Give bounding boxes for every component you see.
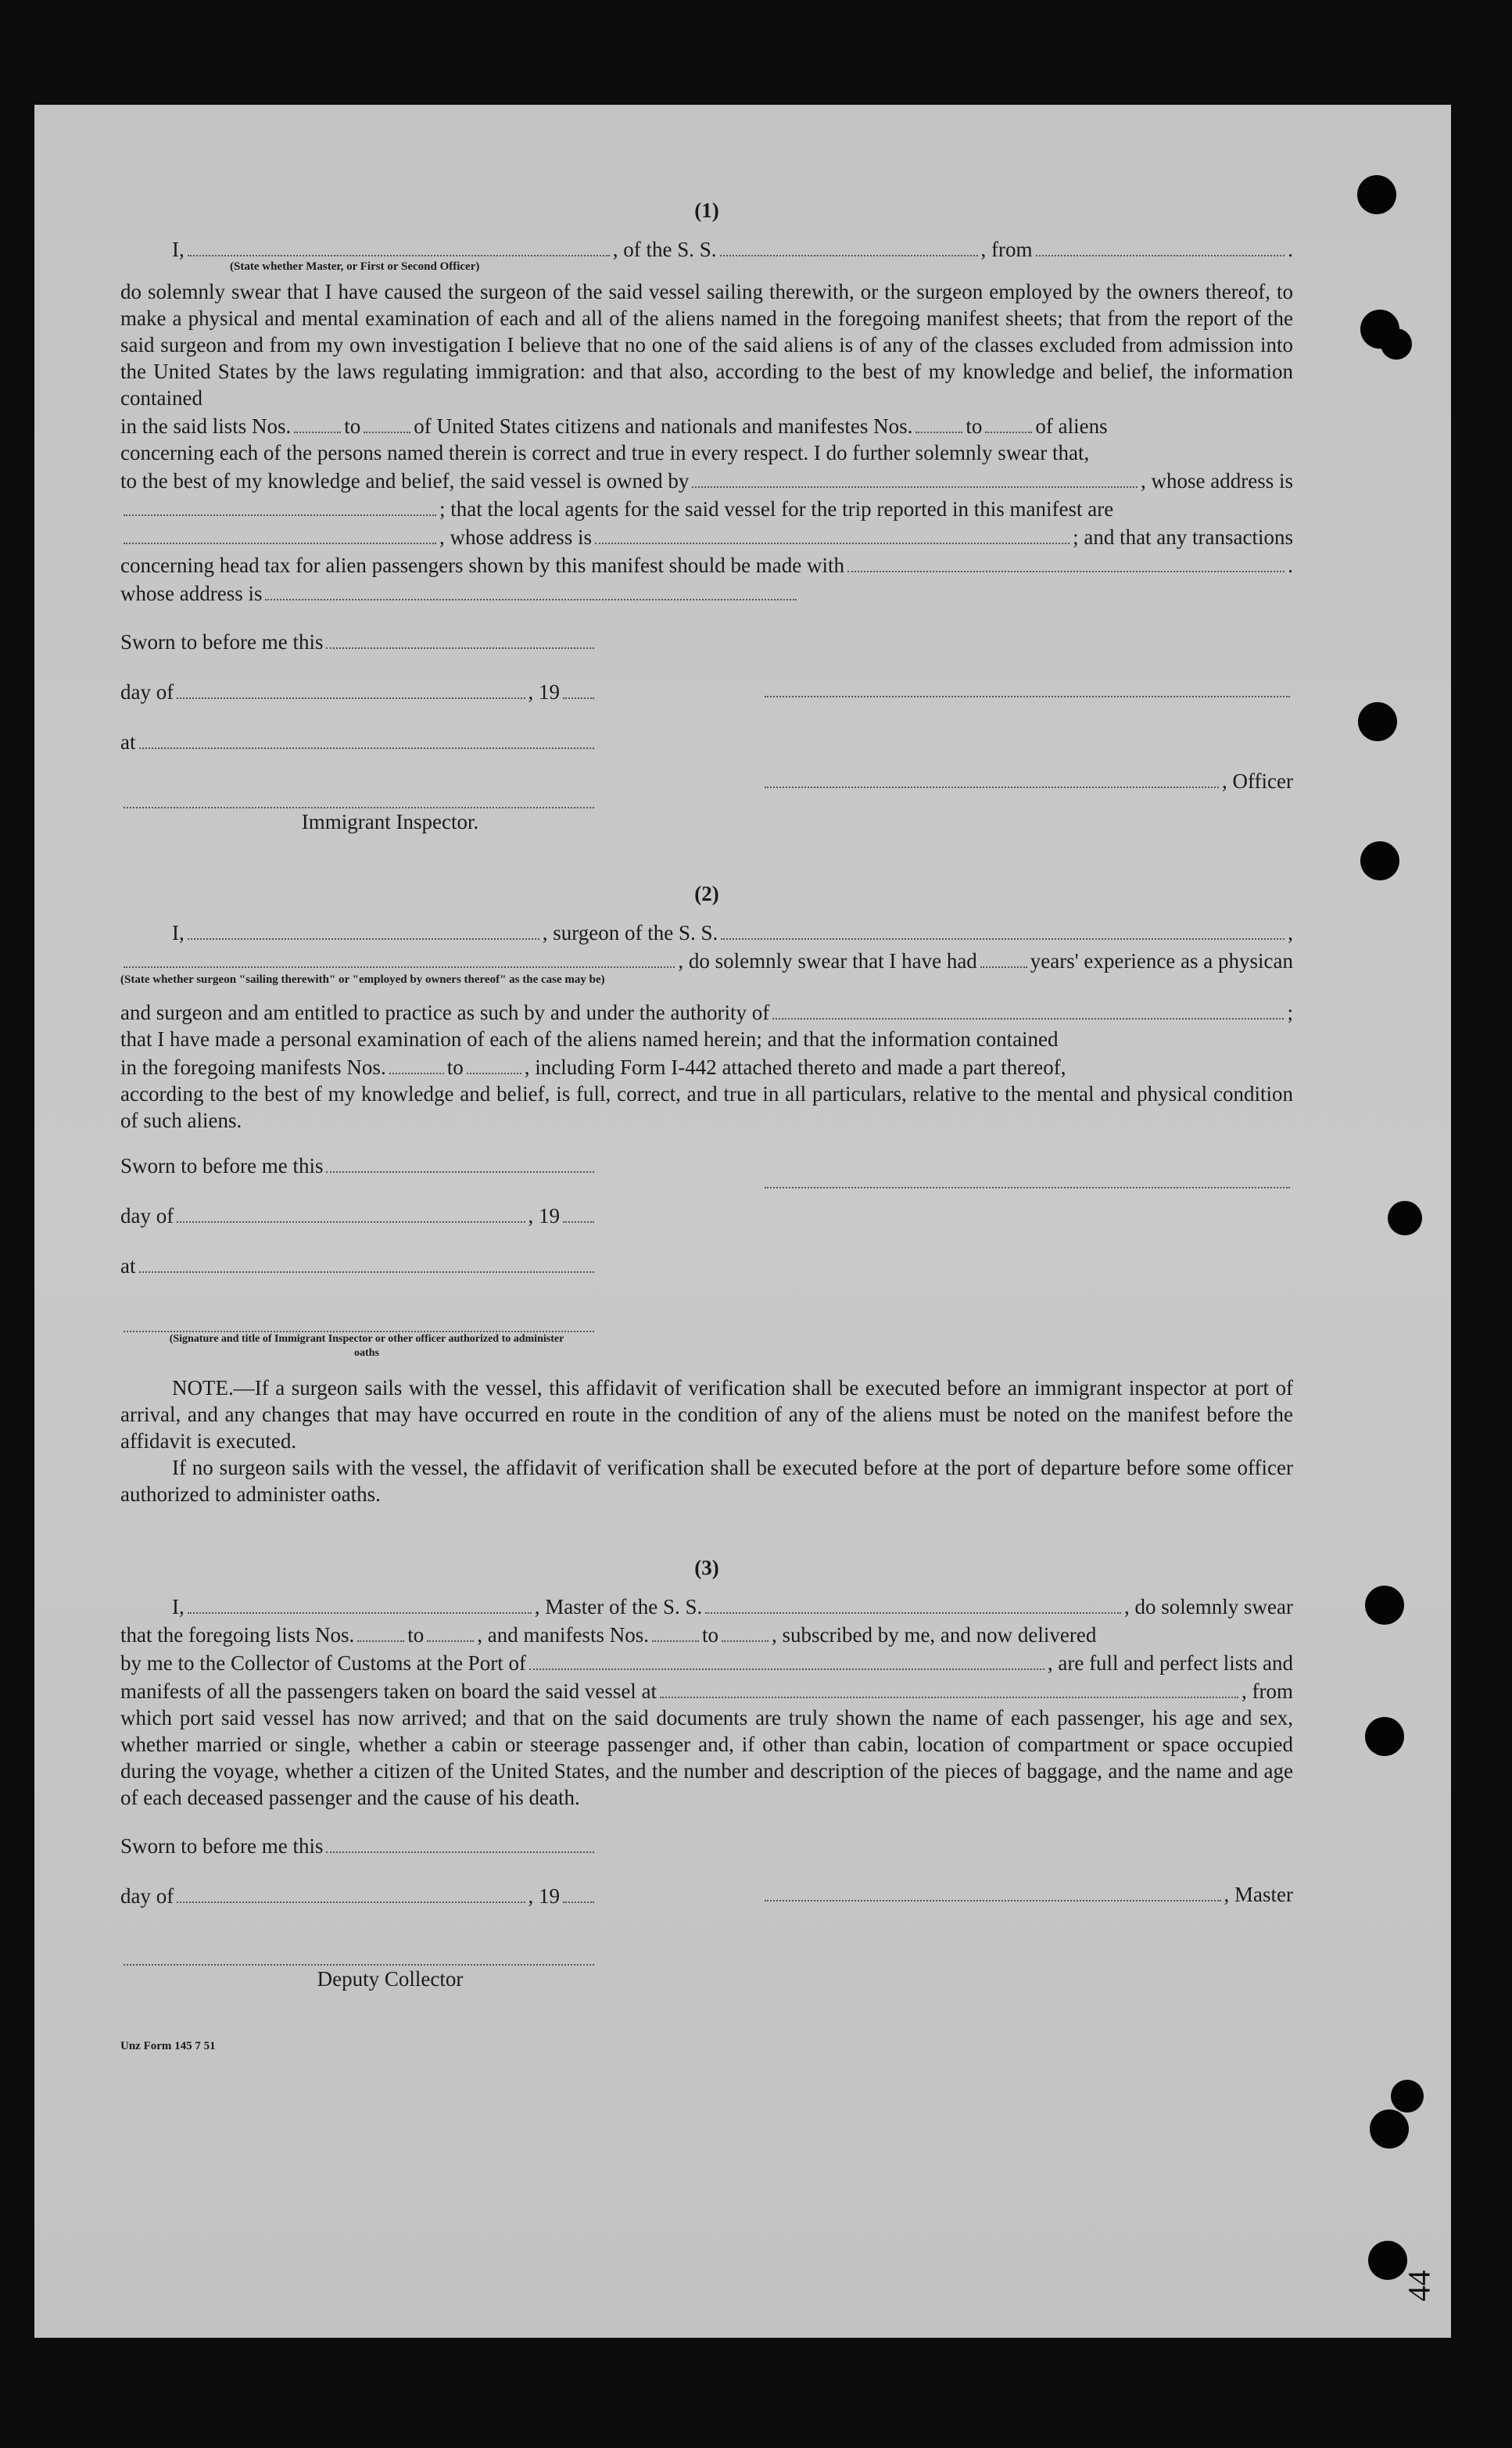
- s2-line-surgeon: [120, 918, 1293, 946]
- s3-collector-signature-line: [120, 1944, 597, 1966]
- section-3-number: (3): [694, 1556, 719, 1579]
- s3-master-column: [761, 1831, 1293, 1992]
- s2-text: , surgeon of the S. S.: [542, 921, 718, 944]
- s3-line-master: [120, 1592, 1293, 1620]
- s3-text: by me to the Collector of Customs at the Port of: [120, 1651, 526, 1675]
- s1-text: to the best of my knowledge and belief, the said vessel is owned by: [120, 469, 690, 493]
- owner-address-field[interactable]: [124, 494, 436, 516]
- s3-text: , 19: [528, 1884, 560, 1908]
- boarding-port-field[interactable]: [660, 1676, 1238, 1698]
- s3-sworn-line: [120, 1831, 597, 1859]
- s1-manifests-from-field[interactable]: [915, 411, 962, 433]
- s1-officer-signature-line: [761, 676, 1293, 697]
- s2-authority-line: [120, 998, 1293, 1026]
- s1-officer-title-field[interactable]: [765, 766, 1219, 788]
- years-experience-field[interactable]: [980, 946, 1027, 968]
- s2-text: day of: [120, 1204, 174, 1228]
- s2-text: years' experience as a physican: [1030, 949, 1293, 973]
- s2-paragraph-a: that I have made a personal examination of each of the aliens named herein; and that the information contained: [120, 1027, 1059, 1051]
- authority-field[interactable]: [772, 998, 1284, 1020]
- headtax-party-field[interactable]: [847, 550, 1284, 572]
- section-1-number: (1): [694, 199, 719, 222]
- s3-collector-title: Deputy Collector: [317, 1967, 464, 1991]
- s3-text: that the foregoing lists Nos.: [120, 1623, 355, 1647]
- s1-text: ; that the local agents for the said vessel for the trip reported in this manifest are: [439, 497, 1114, 521]
- s2-sworn-line: [120, 1151, 597, 1179]
- s2-inspector-signature-field[interactable]: [124, 1310, 594, 1332]
- s1-inspector-signature-field[interactable]: [124, 787, 594, 808]
- s3-text: to: [407, 1623, 425, 1647]
- s3-signature-block: [120, 1831, 1293, 1992]
- s1-officer-column: [761, 627, 1293, 835]
- s2-year-field[interactable]: [563, 1201, 594, 1223]
- s3-text: , from: [1241, 1679, 1293, 1703]
- s1-at-line: [120, 727, 597, 755]
- s2-text: , do solemnly swear that I have had: [678, 949, 977, 973]
- s2-manifests-from-field[interactable]: [389, 1052, 444, 1074]
- s1-dayof-line: [120, 677, 597, 705]
- vessel-name-field[interactable]: [720, 235, 978, 256]
- s3-year-field[interactable]: [563, 1881, 594, 1903]
- customs-port-field[interactable]: [529, 1648, 1044, 1670]
- s3-text: manifests of all the passengers taken on board the said vessel at: [120, 1679, 657, 1703]
- s2-inspector-signature-line: [120, 1310, 597, 1332]
- s3-lists-to-field[interactable]: [427, 1620, 474, 1642]
- master-name-field[interactable]: [188, 1592, 532, 1614]
- s1-text: to: [966, 414, 983, 438]
- s1-text: , 19: [528, 680, 560, 704]
- s2-text: ,: [1288, 921, 1293, 944]
- surgeon-status-field[interactable]: [124, 946, 675, 968]
- s1-text: , whose address is: [439, 525, 592, 549]
- s1-agent-address-line: [120, 522, 1293, 550]
- s3-text: , Master of the S. S.: [534, 1595, 703, 1618]
- s1-place-field[interactable]: [139, 727, 595, 749]
- s1-text: concerning head tax for alien passengers shown by this manifest should be made with: [120, 554, 845, 577]
- s1-whose-address-line: [120, 579, 1293, 607]
- s1-sworn-line: [120, 627, 597, 655]
- s1-text: .: [1288, 238, 1293, 261]
- s2-text: in the foregoing manifests Nos.: [120, 1056, 386, 1079]
- s2-signature-note: (Signature and title of Immigrant Inspector or other officer authorized to administer oaths: [169, 1333, 564, 1359]
- officer-name-field[interactable]: [188, 235, 610, 256]
- s2-text: Sworn to before me this: [120, 1154, 324, 1177]
- s3-text: , and manifests Nos.: [477, 1623, 649, 1647]
- s1-paragraph-1: do solemnly swear that I have caused the surgeon of the said vessel sailing therewith, or the surgeon employed by the owners thereof, to make a physical and mental examination of each and all of the aliens named in the foregoing manifest sheets; that from the report of the said surgeon and from my own investigation I believe that no one of the said aliens is of any of the classes excluded from admission into the United States by the laws regulating immigration: and that also, according to the best of my knowledge and belief, the information contained: [120, 280, 1293, 410]
- s2-manifests-to-field[interactable]: [467, 1052, 521, 1074]
- s2-manifests-line: [120, 1052, 1293, 1081]
- s1-agent-line: [120, 494, 1293, 522]
- s3-port-line: [120, 1648, 1293, 1676]
- s2-note-2: If no surgeon sails with the vessel, the affidavit of verification shall be executed before at the port of departure before some officer authorized to administer oaths.: [120, 1456, 1293, 1506]
- s2-sworn-column: [120, 1151, 597, 1360]
- s2-surgeon-column: [761, 1151, 1293, 1360]
- s1-text: I,: [172, 238, 185, 261]
- s2-text: at: [120, 1254, 136, 1278]
- s1-line-officer: [120, 235, 1293, 263]
- s1-text: of aliens: [1035, 414, 1108, 438]
- s1-manifests-to-field[interactable]: [985, 411, 1032, 433]
- form-body: [120, 183, 1293, 2059]
- local-agent-field[interactable]: [124, 522, 436, 544]
- s1-text: , Officer: [1222, 769, 1293, 793]
- s1-year-field[interactable]: [563, 677, 594, 699]
- s1-officer-title-line: [761, 766, 1293, 794]
- s1-lists-from-field[interactable]: [294, 411, 341, 433]
- surgeon-name-field[interactable]: [188, 918, 539, 940]
- s2-text: , 19: [528, 1204, 560, 1228]
- s1-lists-line: [120, 411, 1293, 439]
- s1-lists-to-field[interactable]: [364, 411, 410, 433]
- s2-paragraph-b: according to the best of my knowledge and belief, is full, correct, and true in all particulars, relative to the mental and physical condition of such aliens.: [120, 1082, 1293, 1132]
- s2-signature-block: [120, 1151, 1293, 1360]
- s1-text: of United States citizens and nationals and manifestes Nos.: [414, 414, 913, 438]
- agent-address-field[interactable]: [595, 522, 1070, 544]
- s2-vessel-field[interactable]: [721, 918, 1284, 940]
- s3-boarding-line: [120, 1676, 1293, 1704]
- s3-text: , are full and perfect lists and: [1047, 1651, 1293, 1675]
- s3-text: day of: [120, 1884, 174, 1908]
- s2-text: and surgeon and am entitled to practice as such by and under the authority of: [120, 1001, 770, 1024]
- s1-text: , whose address is: [1141, 469, 1293, 493]
- s3-lists-line: [120, 1620, 1293, 1648]
- s2-month-field[interactable]: [177, 1201, 525, 1223]
- s2-surgeon-note: (State whether surgeon "sailing therewith" or "employed by owners thereof" as the case may be): [120, 973, 605, 986]
- s1-inspector-signature-line: [120, 787, 597, 808]
- form-content-area: [34, 105, 1451, 2338]
- s1-text: , from: [980, 238, 1033, 261]
- s2-text: I,: [172, 921, 185, 944]
- s1-text: in the said lists Nos.: [120, 414, 292, 438]
- form-number: Unz Form 145 7 51: [120, 2040, 216, 2052]
- owner-name-field[interactable]: [692, 466, 1138, 488]
- s3-month-field[interactable]: [177, 1881, 525, 1903]
- s1-text: , of the S. S.: [612, 238, 717, 261]
- s1-owner-line: [120, 466, 1293, 494]
- s2-text: , including Form I-442 attached thereto and made a part thereof,: [524, 1056, 1066, 1079]
- s3-sworn-column: [120, 1831, 597, 1992]
- s3-text: , do solemnly swear: [1124, 1595, 1293, 1618]
- s1-text: to: [344, 414, 361, 438]
- s1-sworn-day-field[interactable]: [326, 627, 594, 649]
- s1-text: at: [120, 730, 136, 754]
- s1-text: ; and that any transactions: [1073, 525, 1293, 549]
- s2-line-swear: [120, 946, 1293, 974]
- from-port-field[interactable]: [1036, 235, 1285, 256]
- s3-master-signature-line: [761, 1880, 1293, 1908]
- handwritten-page-number: 44: [1401, 2270, 1437, 2302]
- s3-master-signature-field[interactable]: [765, 1880, 1221, 1901]
- s2-dayof-line: [120, 1201, 597, 1229]
- headtax-address-field[interactable]: [265, 579, 797, 600]
- s3-text: , Master: [1224, 1883, 1293, 1906]
- s1-text: .: [1288, 554, 1293, 577]
- s1-paragraph-2: concerning each of the persons named therein is correct and true in every respect. I do further solemnly swear that,: [120, 441, 1090, 464]
- s2-surgeon-signature-line: [761, 1167, 1293, 1188]
- s2-note-1: NOTE.—If a surgeon sails with the vessel, this affidavit of verification shall be executed before an immigrant inspector at port of arrival, and any changes that may have occurred en route in the condition of any of the aliens must be noted on the manifest before the affidavit is executed.: [120, 1376, 1293, 1453]
- s1-month-field[interactable]: [177, 677, 525, 699]
- s2-text: to: [446, 1056, 464, 1079]
- s1-signature-block: [120, 627, 1293, 835]
- s3-paragraph: which port said vessel has now arrived; and that on the said documents are truly shown the name of each passenger, his age and sex, whether married or single, whether a cabin or steerage passenger and, if other than cabin, location of compartment or space occupied during the voyage, whether a citizen of the United States, and the number and description of the pieces of baggage, and the name and age of each deceased passenger and the cause of his death.: [120, 1706, 1293, 1809]
- s1-text: Sworn to before me this: [120, 630, 324, 654]
- s3-text: Sworn to before me this: [120, 1834, 324, 1858]
- s2-place-field[interactable]: [139, 1251, 595, 1273]
- s1-officer-signature-field[interactable]: [765, 676, 1290, 697]
- s3-text: , subscribed by me, and now delivered: [771, 1623, 1097, 1647]
- s1-officer-note: (State whether Master, or First or Second Officer): [230, 260, 480, 273]
- s3-text: to: [701, 1623, 718, 1647]
- s2-text: ;: [1287, 1001, 1293, 1024]
- s2-surgeon-signature-field[interactable]: [765, 1167, 1290, 1188]
- s3-manifests-from-field[interactable]: [652, 1620, 699, 1642]
- s1-text: day of: [120, 680, 174, 704]
- s3-dayof-line: [120, 1881, 597, 1909]
- s2-at-line: [120, 1251, 597, 1279]
- s1-sworn-column: [120, 627, 597, 835]
- s1-headtax-line: [120, 550, 1293, 579]
- s3-sworn-day-field[interactable]: [326, 1831, 594, 1853]
- s3-text: I,: [172, 1595, 185, 1618]
- s1-text: whose address is: [120, 582, 263, 605]
- s1-inspector-title: Immigrant Inspector.: [301, 810, 479, 833]
- s3-lists-from-field[interactable]: [357, 1620, 404, 1642]
- s3-manifests-to-field[interactable]: [722, 1620, 769, 1642]
- section-2-number: (2): [694, 882, 719, 905]
- s2-sworn-day-field[interactable]: [326, 1151, 594, 1173]
- s3-collector-signature-field[interactable]: [124, 1944, 594, 1966]
- s3-vessel-field[interactable]: [705, 1592, 1121, 1614]
